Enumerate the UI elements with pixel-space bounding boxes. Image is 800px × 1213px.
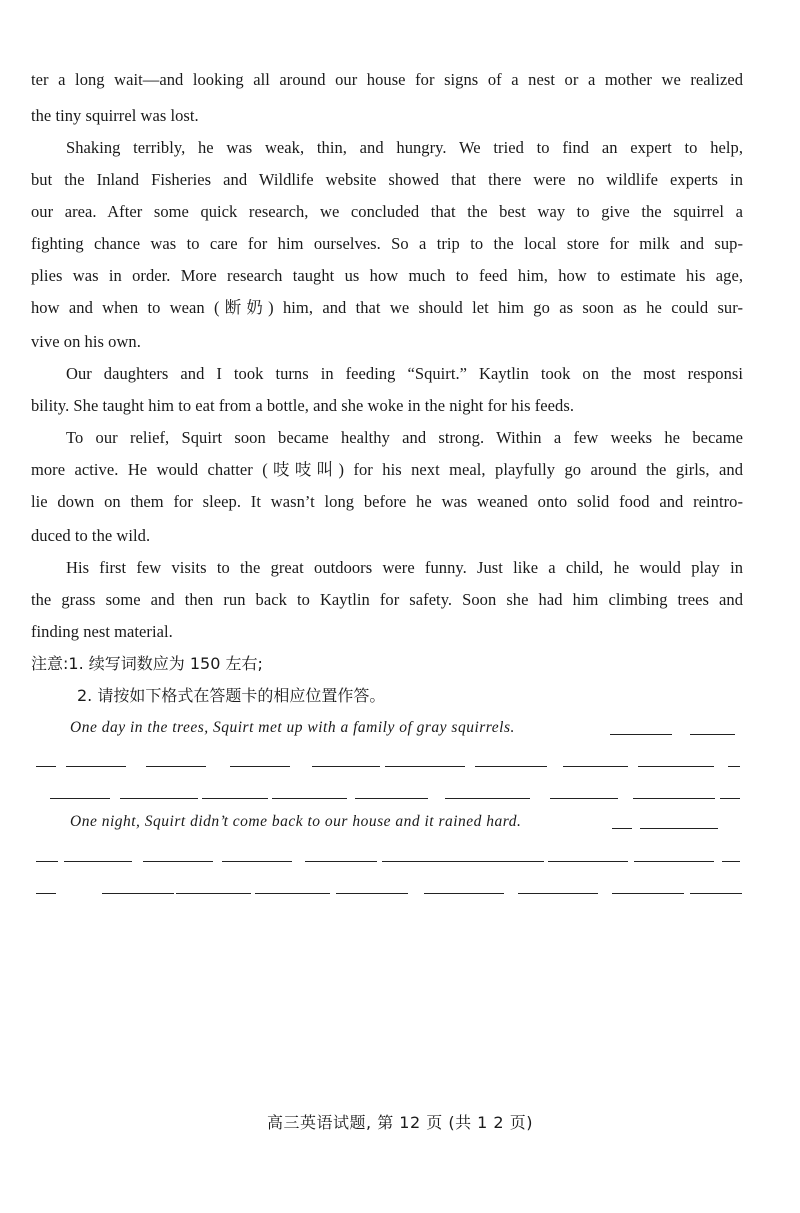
answer-blank[interactable] [36, 893, 56, 894]
answer-blank[interactable] [255, 893, 330, 894]
answer-blank[interactable] [272, 798, 347, 799]
answer-blank[interactable] [102, 893, 174, 894]
answer-blank[interactable] [633, 798, 715, 799]
answer-blank[interactable] [640, 828, 718, 829]
answer-blank[interactable] [176, 893, 251, 894]
answer-blank[interactable] [475, 766, 547, 767]
answer-blank[interactable] [222, 861, 292, 862]
passage-line: how and when to wean (断奶) him, and that we should let him go as soon as he could sur- [31, 298, 743, 317]
passage-line: the tiny squirrel was lost. [31, 106, 199, 125]
answer-blank[interactable] [612, 893, 684, 894]
passage-line: duced to the wild. [31, 526, 151, 545]
answer-blank[interactable] [424, 893, 504, 894]
answer-blank[interactable] [722, 861, 740, 862]
answer-blank[interactable] [66, 766, 126, 767]
passage-line: but the Inland Fisheries and Wildlife website showed that there were no wildlife experts in [31, 170, 743, 189]
answer-blank[interactable] [638, 766, 714, 767]
answer-blank[interactable] [720, 798, 740, 799]
notes-item-2: 2. 请按如下格式在答题卡的相应位置作答。 [77, 686, 386, 705]
passage-line: His first few visits to the great outdoors were funny. Just like a child, he would play in [66, 558, 743, 577]
continuation-prompt-1: One day in the trees, Squirt met up with a family of gray squirrels. [70, 719, 515, 736]
answer-blank[interactable] [550, 798, 618, 799]
passage-line: ter a long wait—and looking all around our house for signs of a nest or a mother we realized [31, 70, 743, 89]
answer-blank[interactable] [202, 798, 268, 799]
passage-line: plies was in order. More research taught us how much to feed him, how to estimate his age, [31, 266, 743, 285]
answer-blank[interactable] [143, 861, 213, 862]
page-footer: 高三英语试题, 第 12 页 (共 1 2 页) [267, 1113, 533, 1132]
passage-line: To our relief, Squirt soon became healthy and strong. Within a few weeks he became [66, 428, 743, 447]
answer-blank[interactable] [355, 798, 428, 799]
notes-item-1: 1. 续写词数应为 150 左右; [68, 654, 263, 673]
answer-blank[interactable] [634, 861, 714, 862]
passage-line: our area. After some quick research, we concluded that the best way to give the squirrel a [31, 202, 743, 221]
answer-blank[interactable] [518, 893, 598, 894]
passage-line: more active. He would chatter (吱吱叫) for his next meal, playfully go around the girls, and [31, 460, 743, 479]
passage-line: bility. She taught him to eat from a bottle, and she woke in the night for his feeds. [31, 396, 574, 415]
answer-blank[interactable] [50, 798, 110, 799]
answer-blank[interactable] [36, 766, 56, 767]
answer-blank[interactable] [612, 828, 632, 829]
answer-blank[interactable] [146, 766, 206, 767]
passage-line: lie down on them for sleep. It wasn’t long before he was weaned onto solid food and reintro- [31, 492, 743, 511]
answer-blank[interactable] [610, 734, 672, 735]
answer-blank[interactable] [445, 798, 530, 799]
answer-blank[interactable] [385, 766, 465, 767]
answer-blank[interactable] [462, 861, 544, 862]
notes-heading: 注意: [31, 654, 69, 673]
answer-blank[interactable] [382, 861, 462, 862]
answer-blank[interactable] [728, 766, 740, 767]
answer-blank[interactable] [690, 893, 742, 894]
answer-blank[interactable] [548, 861, 628, 862]
passage-line: vive on his own. [31, 332, 141, 351]
passage-line: the grass some and then run back to Kaytlin for safety. Soon she had him climbing trees and [31, 590, 743, 609]
passage-line: Shaking terribly, he was weak, thin, and hungry. We tried to find an expert to help, [66, 138, 743, 157]
passage-line: Our daughters and I took turns in feeding “Squirt.” Kaytlin took on the most responsi [66, 364, 743, 383]
answer-blank[interactable] [312, 766, 380, 767]
answer-blank[interactable] [36, 861, 58, 862]
passage-line: fighting chance was to care for him ourselves. So a trip to the local store for milk and sup- [31, 234, 743, 253]
answer-blank[interactable] [690, 734, 735, 735]
answer-blank[interactable] [230, 766, 290, 767]
answer-blank[interactable] [305, 861, 377, 862]
answer-blank[interactable] [64, 861, 132, 862]
passage-line: finding nest material. [31, 622, 173, 641]
notes-line-1 [31, 654, 263, 674]
answer-blank[interactable] [120, 798, 198, 799]
answer-blank[interactable] [563, 766, 628, 767]
continuation-prompt-2: One night, Squirt didn’t come back to our house and it rained hard. [70, 813, 522, 830]
answer-blank[interactable] [336, 893, 408, 894]
